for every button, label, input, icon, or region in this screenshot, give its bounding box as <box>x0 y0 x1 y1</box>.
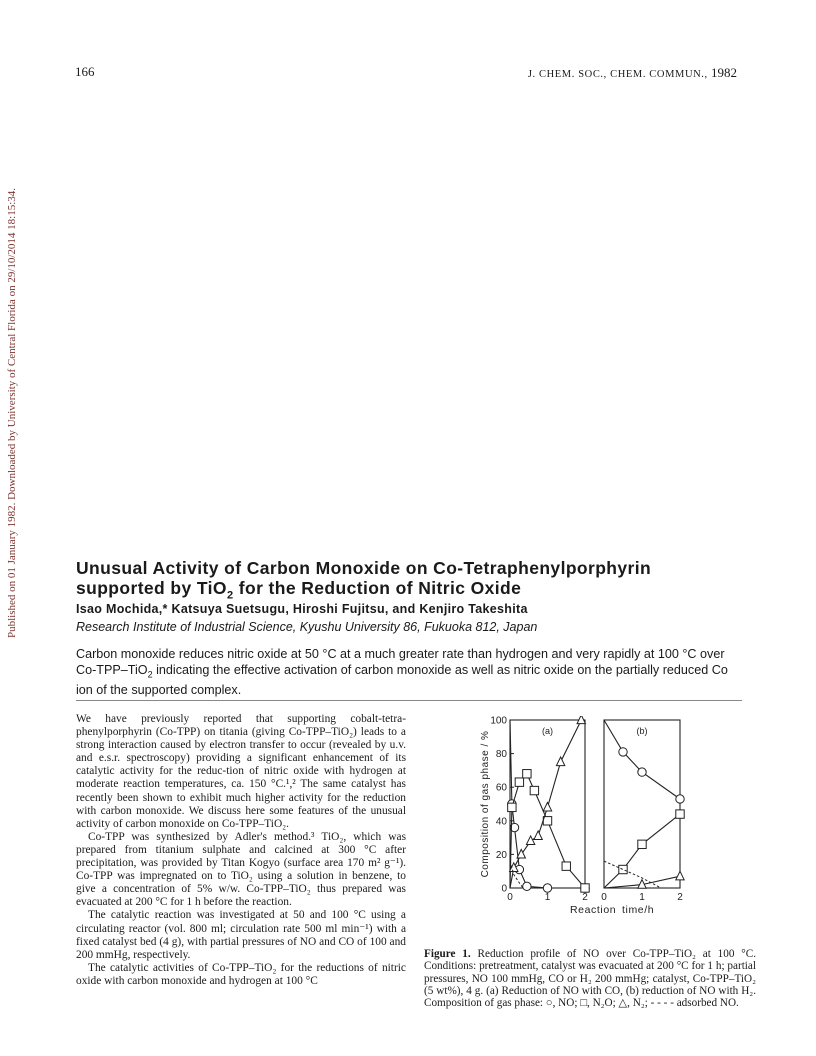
panel-b-label: (b) <box>636 726 648 736</box>
panel-a-n--point <box>556 757 564 766</box>
caption-text: Reduction profile of NO over Co-TPP–TiO₂ at 100 °C. Conditions: pretreatment, catalyst was evacuated at 200 °C for 1 h; partial pressures, NO 100 mmHg, CO or H₂ 200 mmHg; catalyst, Co-TPP–TiO₂ (5 wt%), 4 g. (a) Reduction of NO with CO, (b) reduction of NO with H₂. Composition of gas phase: ○, NO; □, N₂O; △, N₂; - - - - adsorbed NO. <box>424 948 756 1010</box>
abstract <box>76 647 746 698</box>
x-axis-label-word-1: Reaction <box>570 904 617 916</box>
abstract-part-1: Carbon monoxide reduces nitric oxide at 50 °C at a much greater rate than hydrogen and very rapidly at 100 °C over Co-TPP–TiO <box>76 647 725 677</box>
panel-a-x-tick-label: 1 <box>544 892 551 903</box>
y-tick-label: 100 <box>490 716 507 727</box>
body-text <box>76 713 406 988</box>
panel-a-n--point <box>543 802 551 811</box>
running-head <box>528 65 737 81</box>
page-number: 166 <box>75 64 95 79</box>
title-line-1: Unusual Activity of Carbon Monoxide on Co-Tetraphenylporphyrin <box>76 558 652 578</box>
author-list: Isao Mochida,* Katsuya Suetsugu, Hiroshi Fujitsu, and Kenjiro Takeshita <box>76 602 528 616</box>
x-axis-label-word-2: time/h <box>622 904 655 916</box>
panel-a-n-o-point <box>515 778 523 786</box>
panel-b-frame <box>604 720 680 888</box>
y-axis-label: Composition of gas phase / % <box>480 730 491 878</box>
y-tick-label: 80 <box>495 749 507 761</box>
abstract-part-2: indicating the effective activation of carbon monoxide as well as nitric oxide on the partially reduced Co ion of the supported complex. <box>76 662 728 697</box>
panel-a-no-point <box>523 882 531 890</box>
y-tick-label: 20 <box>495 849 507 861</box>
y-tick-label: 0 <box>501 883 507 895</box>
journal-name: J. CHEM. SOC., CHEM. COMMUN., <box>527 69 708 80</box>
article-title <box>76 558 756 606</box>
title-subscript: 2 <box>226 589 234 602</box>
panel-a-n-o-point <box>562 862 570 870</box>
panel-b-n--point <box>676 871 684 880</box>
panel-b-no-point <box>676 795 684 803</box>
y-tick-label: 40 <box>495 816 507 828</box>
journal-year: 1982 <box>711 65 737 80</box>
panel-a-x-tick-label: 2 <box>582 892 588 903</box>
figure-1-chart <box>478 716 718 946</box>
affiliation: Research Institute of Industrial Science, Kyushu University 86, Fukuoka 812, Japan <box>76 620 538 634</box>
section-divider <box>76 700 742 701</box>
download-watermark[interactable]: Published on 01 January 1982. Downloaded by University of Central Florida on 29/10/2014 18:15:34. <box>6 187 18 638</box>
panel-a-n--point <box>526 836 534 845</box>
panel-b-x-tick-label: 2 <box>677 892 683 903</box>
panel-b-series-adsorbed-no <box>604 861 661 888</box>
panel-a-n-o-point <box>523 770 531 778</box>
panel-b-series-n-o <box>604 814 680 888</box>
panel-b-x-tick-label: 1 <box>639 892 645 903</box>
title-line-2a: supported by TiO <box>76 578 227 598</box>
panel-a-n-o-point <box>530 786 538 794</box>
body-paragraph-1: We have previously reported that supporting cobalt-tetra-phenylporphyrin (Co-TPP) on titania (giving Co-TPP–TiO₂) leads to a strong interaction caused by electron transfer to occur (revealed by u.v. and e.s.r. spectroscopy) providing a significant enhancement of its catalytic activity for the reduc-tion of nitric oxide with hydrogen at moderate reaction temperatures, ca. 150 °C.¹,² The same catalyst has recently been shown to exhibit much higher activity for the reduction with carbon monoxide. We discuss here some features of the unusual activity of carbon monoxide on Co-TPP–TiO₂. <box>76 713 406 830</box>
body-paragraph-4: The catalytic activities of Co-TPP–TiO₂ for the reductions of nitric oxide with carbon monoxide and hydrogen at 100 °C <box>76 961 406 987</box>
panel-a-x-tick-label: 0 <box>507 892 513 903</box>
body-paragraph-2: Co-TPP was synthesized by Adler's method.³ TiO₂, which was prepared from titanium sulphate and calcined at 300 °C after precipitation, was provided by Titan Kogyo (surface area 170 m² g⁻¹). Co-TPP was impregnated on to TiO₂ using a solution in benzene, to give a concentration of 5% w/w. Co-TPP–TiO₂ thus prepared was evacuated at 200 °C for 1 h before the reaction. <box>76 830 406 909</box>
figure-1 <box>478 716 718 951</box>
y-tick-label: 60 <box>495 782 507 794</box>
panel-b-n-o-point <box>619 865 627 873</box>
panel-b-n-o-point <box>638 840 646 848</box>
figure-caption <box>424 948 756 1009</box>
panel-b-x-tick-label: 0 <box>601 892 607 903</box>
panel-a-n-o-point <box>581 884 589 892</box>
panel-b-n-o-point <box>676 810 684 818</box>
panel-b-no-point <box>619 748 627 756</box>
caption-label: Figure 1. <box>424 948 471 960</box>
panel-b-no-point <box>638 768 646 776</box>
panel-a-label: (a) <box>542 726 553 736</box>
body-paragraph-3: The catalytic reaction was investigated at 50 and 100 °C using a circulating reactor (vol. 800 ml; circulation rate 500 ml min⁻¹) with a fixed catalyst bed (4 g), with partial pressures of NO and CO of 100 and 200 mmHg, respectively. <box>76 909 406 961</box>
abstract-subscript: 2 <box>147 669 153 680</box>
panel-a-n--point <box>534 831 542 840</box>
panel-a-no-point <box>543 884 551 892</box>
title-line-2b: for the Reduction of Nitric Oxide <box>233 578 522 598</box>
panel-a-n-o-point <box>508 803 516 811</box>
